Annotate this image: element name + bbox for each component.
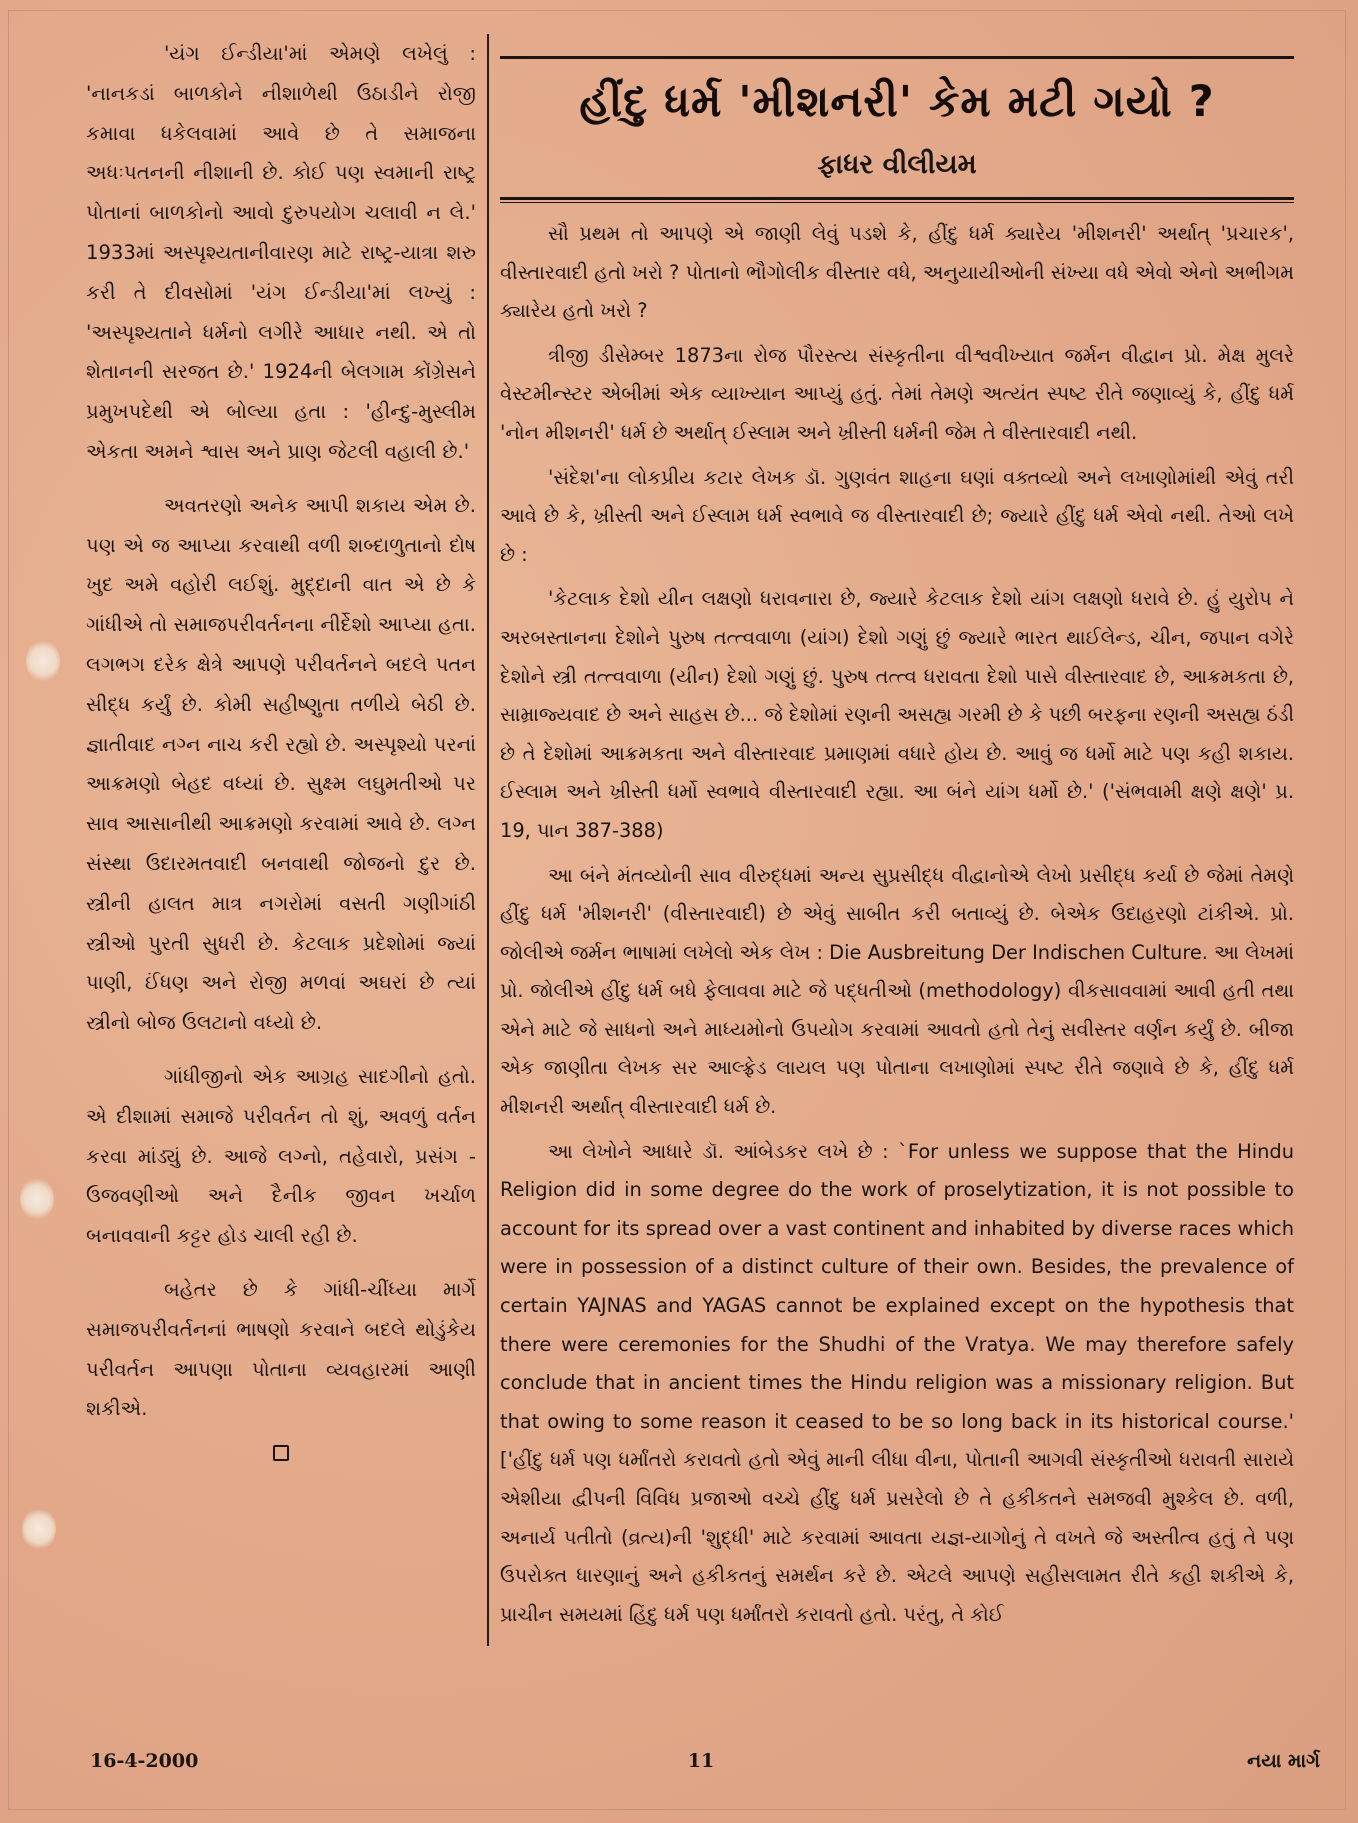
page-tear-mark: [20, 1178, 54, 1220]
article-column: [500, 56, 1294, 1656]
article-title: હીંદુ ધર્મ 'મીશનરી' કેમ મટી ગયો ?: [579, 77, 1215, 127]
article-paragraph: આ બંને મંતવ્યોની સાવ વીરુદ્ધમાં અન્ય સુપ્રસીદ્ધ વીદ્વાનોએ લેખો પ્રસીદ્ધ કર્યા છે જેમાં તેમણે હીંદુ ધર્મ 'મીશનરી' (વીસ્તારવાદી) છે એવું સાબીત કરી બતાવ્યું છે. બેએક ઉદાહરણો ટાંકીએ. પ્રો. જોલીએ જર્મન ભાષામાં લખેલો એક લેખ : Die Ausbreitung Der Indischen Culture. આ લેખમાં પ્રો. જોલીએ હીંદુ ધર્મ બધે ફેલાવવા માટે જે પદ્ધતીઓ (methodology) વીકસાવવામાં આવી હતી તથા એને માટે જે સાધનો અને માધ્યમોનો ઉપયોગ કરવામાં આવતો હતો તેનું સવીસ્તર વર્ણન કર્યું છે. બીજા એક જાણીતા લેખક સર આલ્ફ્રેડ લાયલ પણ પોતાના લખાણોમાં સ્પષ્ટ રીતે જણાવે છે કે, હીંદુ ધર્મ મીશનરી અર્થાત્ વીસ્તારવાદી ધર્મ છે.: [500, 863, 1294, 1119]
left-column: [86, 34, 476, 1644]
end-of-article-mark: [273, 1445, 289, 1461]
issue-date: 16-4-2000: [90, 1750, 199, 1772]
page-number: 11: [687, 1750, 715, 1772]
article-paragraph: આ લેખોને આધારે ડૉ. આંબેડકર લખે છે : `For unless we suppose that the Hindu Religion did in some degree do the work of proselytization, it is not possible to account for its spread over a vast continent and inhabited by diverse races which were in possession of a distinct culture of their own. Besides, the prevalence of certain YAJNAS and YAGAS cannot be explained except on the hypothesis that there were ceremonies for the Shudhi of the Vratya. We may therefore safely conclude that in ancient times the Hindu religion was a missionary religion. But that owing to some reason it ceased to be so long back in its historical course.' ['હીંદુ ધર્મ પણ ધર્માંતરો કરાવતો હતો એવું માની લીધા વીના, પોતાની આગવી સંસ્કૃતીઓ ધરાવતી સારાયે એશીયા દ્વીપની વિવિધ પ્રજાઓ વચ્ચે હીંદુ ધર્મ પ્રસરેલો છે તે હકીકતને સમજવી મુશ્કેલ છે. વળી, અનાર્ય પતીતો (વ્રત્ય)ની 'શુદ્ધી' માટે કરવામાં આવતા યજ્ઞ-યાગોનું તે વખતે જે અસ્તીત્વ હતું તે પણ ઉપરોક્ત ધારણાનું અને હકીકતનું સમર્થન કરે છે. એટલે આપણે સહીસલામત રીતે કહી શકીએ કે, પ્રાચીન સમયમાં હિંદુ ધર્મ પણ ધર્માંતરો કરાવતો હતો. પરંતુ, તે કોઈ: [500, 1139, 1294, 1626]
article-paragraph: 'કેટલાક દેશો યીન લક્ષણો ધરાવનારા છે, જ્યારે કેટલાક દેશો યાંગ લક્ષણો ધરાવે છે. હું યુરોપ ને અરબસ્તાનના દેશોને પુરુષ તત્ત્વવાળા (યાંગ) દેશો ગણું છું જ્યારે ભારત થાઈલેન્ડ, ચીન, જપાન વગેરે દેશોને સ્ત્રી તત્ત્વવાળા (યીન) દેશો ગણું છું. પુરુષ તત્ત્વ ધરાવતા દેશો પાસે વીસ્તારવાદ છે, આક્રમકતા છે, સામ્રાજ્યવાદ છે અને સાહસ છે... જે દેશોમાં રણની અસહ્ય ગરમી છે કે પછી બરફના રણની અસહ્ય ઠંડી છે તે દેશોમાં આક્રમકતા અને વીસ્તારવાદ પ્રમાણમાં વધારે હોય છે. આવું જ ધર્મો માટે પણ કહી શકાય. ઈસ્લામ અને ખ્રીસ્તી ધર્મો સ્વભાવે વીસ્તારવાદી રહ્યા. આ બંને યાંગ ધર્મો છે.' ('સંભવામી ક્ષણે ક્ષણે' પ્ર. 19, પાન 387-388): [500, 587, 1294, 842]
page-tear-mark: [26, 640, 60, 682]
article-author: ફાધર વીલીયમ: [817, 149, 977, 180]
magazine-name: નયા માર્ગ: [1247, 1750, 1320, 1772]
title-top-rule: [500, 56, 1294, 59]
article-body: [500, 215, 1294, 1634]
left-paragraph: 'યંગ ઈન્ડીયા'માં એમણે લખેલું : 'નાનકડાં બાળકોને નીશાળેથી ઉઠાડીને રોજી કમાવા ધકેલવામાં આવે છે તે સમાજના અધઃપતનની નીશાની છે. કોઈ પણ સ્વમાની રાષ્ટ્ર પોતાનાં બાળકોનો આવો દુરુપયોગ ચલાવી ન લે.' 1933માં અસ્પૃશ્યતાનીવારણ માટે રાષ્ટ્ર-યાત્રા શરુ કરી તે દીવસોમાં 'યંગ ઈન્ડીયા'માં લખ્યું : 'અસ્પૃશ્યતાને ધર્મનો લગીરે આધાર નથી. એ તો શેતાનની સરજત છે.' 1924ની બેલગામ કોંગ્રેસને પ્રમુખપદેથી એ બોલ્યા હતા : 'હીન્દુ-મુસ્લીમ એકતા અમને શ્વાસ અને પ્રાણ જેટલી વહાલી છે.': [86, 42, 476, 463]
article-paragraph: ત્રીજી ડીસેમ્બર 1873ના રોજ પૌરસ્ત્ય સંસ્કૃતીના વીશ્વવીખ્યાત જર્મન વીદ્વાન પ્રો. મેક્ષ મુલરે વેસ્ટમીન્સ્ટર એબીમાં એક વ્યાખ્યાન આપ્યું હતું. તેમાં તેમણે અત્યંત સ્પષ્ટ રીતે જણાવ્યું કે, હીંદુ ધર્મ 'નોન મીશનરી' ધર્મ છે અર્થાત્ ઈસ્લામ અને ખ્રીસ્તી ધર્મની જેમ તે વીસ્તારવાદી નથી.: [500, 343, 1294, 444]
left-paragraph: ગાંધીજીનો એક આગ્રહ સાદગીનો હતો. એ દીશામાં સમાજે પરીવર્તન તો શું, અવળું વર્તન કરવા માંડ્યું છે. આજે લગ્નો, તહેવારો, પ્રસંગ - ઉજવણીઓ અને દૈનીક જીવન ખર્ચાળ બનાવવાની કટ્ટર હોડ ચાલી રહી છે.: [86, 1064, 476, 1248]
left-paragraph: અવતરણો અનેક આપી શકાય એમ છે. પણ એ જ આપ્યા કરવાથી વળી શબ્દાળુતાનો દોષ ખુદ અમે વહોરી લઈશું. મુદ્દાની વાત એ છે કે ગાંધીએ તો સમાજપરીવર્તનના નીર્દેશો આપ્યા હતા. લગભગ દરેક ક્ષેત્રે આપણે પરીવર્તનને બદલે પતન સીદ્ધ કર્યું છે. કોમી સહીષ્ણુતા તળીયે બેઠી છે. જ્ઞાતીવાદ નગ્ન નાચ કરી રહ્યો છે. અસ્પૃશ્યો પરનાં આક્રમણો બેહદ વધ્યાં છે. સુક્ષ્મ લઘુમતીઓ પર સાવ આસાનીથી આક્રમણો કરવામાં આવે છે. લગ્ન સંસ્થા ઉદારમતવાદી બનવાથી જોજનો દુર છે. સ્ત્રીની હાલત માત્ર નગરોમાં વસતી ગણીગાંઠી સ્ત્રીઓ પુરતી સુધરી છે. કેટલાક પ્રદેશોમાં જ્યાં પાણી, ઈંધણ અને રોજી મળવાં અઘરાં છે ત્યાં સ્ત્રીનો બોજ ઉલટાનો વધ્યો છે.: [86, 493, 476, 1035]
article-paragraph: સૌ પ્રથમ તો આપણે એ જાણી લેવું પડશે કે, હીંદુ ધર્મ ક્યારેય 'મીશનરી' અર્થાત્ 'પ્રચારક', વીસ્તારવાદી હતો ખરો ? પોતાનો ભૌગોલીક વીસ્તાર વધે, અનુયાયીઓની સંખ્યા વધે એવો એનો અભીગમ ક્યારેય હતો ખરો ?: [500, 222, 1294, 323]
title-bottom-rule: [500, 197, 1294, 203]
article-paragraph: 'સંદેશ'ના લોકપ્રીય કટાર લેખક ડૉ. ગુણવંત શાહના ઘણાં વક્તવ્યો અને લખાણોમાંથી એવું તરી આવે છે કે, ખ્રીસ્તી અને ઈસ્લામ ધર્મ સ્વભાવે જ વીસ્તારવાદી છે; જ્યારે હીંદુ ધર્મ એવો નથી. તેઓ લખે છે :: [500, 465, 1294, 566]
left-paragraph: બહેતર છે કે ગાંધી-ચીંધ્યા માર્ગે સમાજપરીવર્તનનાં ભાષણો કરવાને બદલે થોડુંકેય પરીવર્તન આપણા પોતાના વ્યવહારમાં આણી શકીએ.: [86, 1277, 476, 1421]
page-tear-mark: [22, 1508, 56, 1550]
column-divider: [487, 34, 489, 1646]
